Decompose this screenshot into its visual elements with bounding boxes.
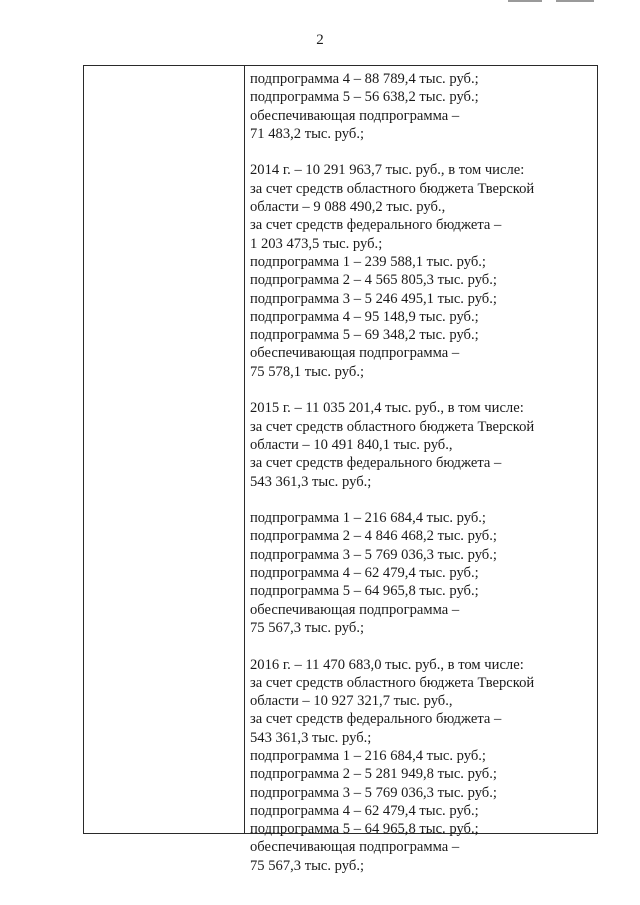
text-line: подпрограмма 1 – 216 684,4 тыс. руб.; bbox=[250, 510, 486, 527]
text-line: подпрограмма 4 – 88 789,4 тыс. руб.; bbox=[250, 71, 479, 87]
text-line: обеспечивающая подпрограмма – bbox=[250, 107, 460, 124]
text-line: 2015 г. – 11 035 201,4 тыс. руб., в том числе: bbox=[250, 400, 524, 417]
scan-edge-mark bbox=[556, 0, 594, 2]
text-line: 75 578,1 тыс. руб.; bbox=[250, 363, 365, 380]
blank-line bbox=[250, 143, 595, 161]
text-line: подпрограмма 2 – 4 846 468,2 тыс. руб.; bbox=[250, 528, 497, 545]
text-line: подпрограмма 1 – 239 588,1 тыс. руб.; bbox=[250, 253, 486, 270]
text-line: подпрограмма 5 – 56 638,2 тыс. руб.; bbox=[250, 89, 479, 106]
text-line: подпрограмма 3 – 5 246 495,1 тыс. руб.; bbox=[250, 290, 497, 307]
text-line: обеспечивающая подпрограмма – bbox=[250, 345, 460, 362]
text-line: 75 567,3 тыс. руб.; bbox=[250, 857, 365, 874]
column-divider bbox=[244, 65, 245, 833]
text-line: области – 10 927 321,7 тыс. руб., bbox=[250, 693, 453, 710]
scan-edge-mark bbox=[508, 0, 542, 2]
text-line: за счет средств федерального бюджета – bbox=[250, 217, 502, 234]
text-line: области – 10 491 840,1 тыс. руб., bbox=[250, 436, 453, 453]
blank-line bbox=[250, 491, 595, 509]
text-line: 2016 г. – 11 470 683,0 тыс. руб., в том числе: bbox=[250, 656, 524, 673]
text-line: за счет средств областного бюджета Тверской bbox=[250, 180, 535, 197]
text-line: подпрограмма 4 – 62 479,4 тыс. руб.; bbox=[250, 565, 479, 582]
text-line: области – 9 088 490,2 тыс. руб., bbox=[250, 199, 446, 216]
text-line: подпрограмма 3 – 5 769 036,3 тыс. руб.; bbox=[250, 546, 497, 563]
text-line: за счет средств областного бюджета Тверской bbox=[250, 674, 535, 691]
text-line: за счет средств федерального бюджета – bbox=[250, 711, 502, 728]
text-line: подпрограмма 3 – 5 769 036,3 тыс. руб.; bbox=[250, 784, 497, 801]
text-line: 1 203 473,5 тыс. руб.; bbox=[250, 235, 383, 252]
text-line: подпрограмма 5 – 64 965,8 тыс. руб.; bbox=[250, 821, 479, 838]
text-line: 543 361,3 тыс. руб.; bbox=[250, 729, 372, 746]
text-line: за счет средств областного бюджета Тверской bbox=[250, 418, 535, 435]
text-line: обеспечивающая подпрограмма – bbox=[250, 839, 460, 856]
text-line: подпрограмма 4 – 62 479,4 тыс. руб.; bbox=[250, 802, 479, 819]
text-line: обеспечивающая подпрограмма – bbox=[250, 601, 460, 618]
text-line: 75 567,3 тыс. руб.; bbox=[250, 619, 365, 636]
text-line: подпрограмма 5 – 69 348,2 тыс. руб.; bbox=[250, 327, 479, 344]
text-line: 71 483,2 тыс. руб.; bbox=[250, 125, 365, 142]
text-line: подпрограмма 5 – 64 965,8 тыс. руб.; bbox=[250, 583, 479, 600]
text-line: подпрограмма 4 – 95 148,9 тыс. руб.; bbox=[250, 308, 479, 325]
text-line: 2014 г. – 10 291 963,7 тыс. руб., в том числе: bbox=[250, 162, 525, 179]
text-line: подпрограмма 1 – 216 684,4 тыс. руб.; bbox=[250, 747, 486, 764]
blank-line bbox=[250, 637, 595, 655]
text-line: подпрограмма 2 – 5 281 949,8 тыс. руб.; bbox=[250, 766, 497, 783]
page-number: 2 bbox=[316, 32, 324, 48]
text-line: за счет средств федерального бюджета – bbox=[250, 455, 502, 472]
blank-line bbox=[250, 381, 595, 399]
financing-text-cell bbox=[250, 70, 595, 875]
text-line: 543 361,3 тыс. руб.; bbox=[250, 473, 372, 490]
text-line: подпрограмма 2 – 4 565 805,3 тыс. руб.; bbox=[250, 272, 497, 289]
